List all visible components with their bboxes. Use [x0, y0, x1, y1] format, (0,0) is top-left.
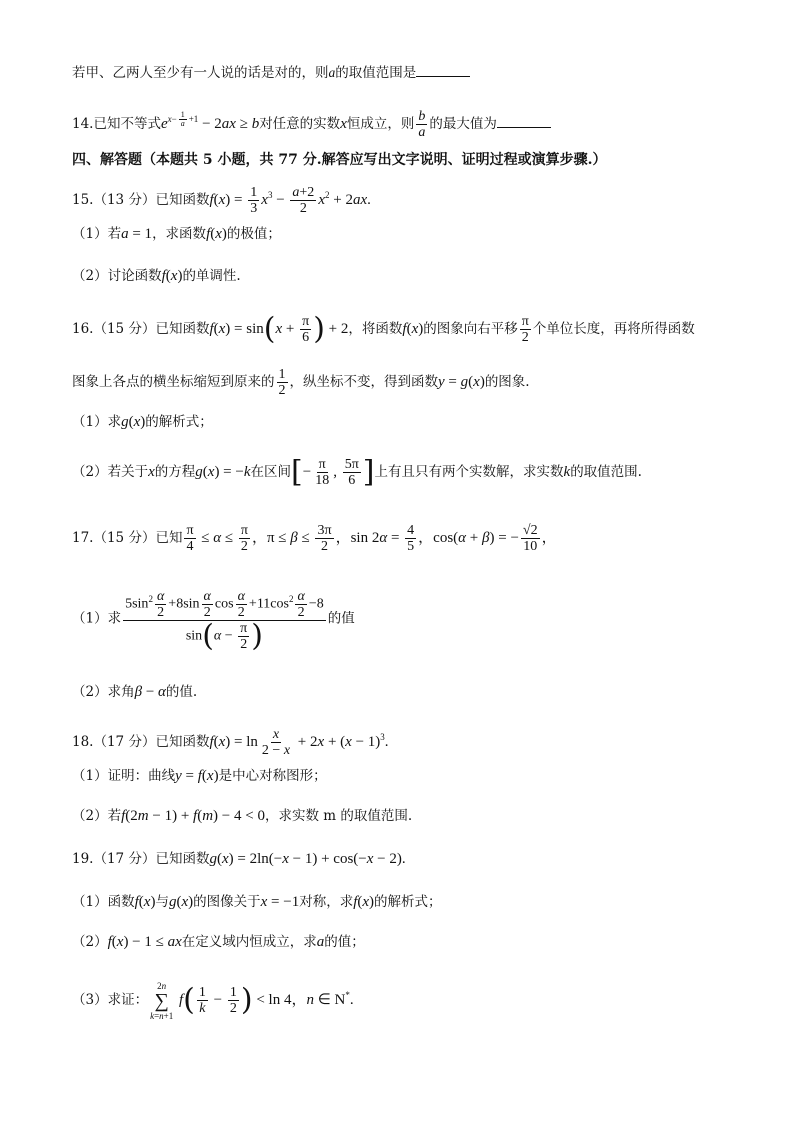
q13-var: a — [328, 65, 336, 80]
q18-part1: （1）证明：曲线y = f(x)是中心对称图形； — [72, 768, 327, 784]
section-heading: 四、解答题（本题共 5 小题，共 77 分.解答应写出文字说明、证明过程或演算步骤.） — [72, 152, 607, 168]
q14-formula: $e^{x- \frac{1}{a} +1} - 2ax \ge b$ — [160, 110, 260, 132]
q15-part2: （2）讨论函数f(x)的单调性. — [72, 268, 241, 284]
q13-answer-blank — [416, 64, 470, 77]
q16-line2: 图象上各点的横坐标缩短到原来的 $\frac{1}{2}$ ，纵坐标不变，得到函数y = g(x)的图象. — [72, 367, 530, 398]
q14-answer-blank — [497, 115, 551, 128]
q15-part1: （1）若a = 1，求函数f(x)的极值； — [72, 226, 281, 242]
q16-head: 16.（15 分）已知函数f(x) = sin(x + $\frac{\pi}{6}$ ) + 2，将函数f(x)的图象向右平移 $\frac{\pi}{2}$ 个单位长度，再将所得函数 — [72, 311, 695, 347]
q19-head: 19.（17 分）已知函数g(x) = 2ln(−x − 1) + cos(−x − 2). — [72, 851, 406, 867]
q19-part3: （3）求证： 2n ∑ k=n+1 f( $\frac{1}{k}$ − $\frac{1}{2}$ ) < ln 4，n ∈ N*. — [72, 980, 354, 1021]
q14-line — [72, 105, 551, 140]
q18-part2: （2）若f(2m − 1) + f(m) − 4 < 0，求实数 m 的取值范围. — [72, 808, 413, 824]
q16-part2: （2）若关于x的方程g(x) = −k在区间[− $\frac{\pi}{18}$ , $\frac{5\pi}{6}$ ]上有且只有两个实数解，求实数k的取值范围. — [72, 454, 642, 490]
q19-part2: （2）f(x) − 1 ≤ ax在定义域内恒成立，求a的值； — [72, 934, 365, 950]
q17-part2: （2）求角β − α的值. — [72, 684, 198, 700]
q14-mid2: 恒成立，则 — [346, 116, 415, 132]
q13-text: 若甲、乙两人至少有一人说的话是对的，则 — [72, 65, 329, 81]
q14-frac: $\frac{b}{a}$ — [418, 109, 426, 140]
q15-head: 15.（13 分）已知函数f(x) = $\frac{1}{3}$ $x^3$ − $\frac{a+2}{2}$ $x^2 + 2ax$. — [72, 185, 371, 217]
q19-part1: （1）函数f(x)与g(x)的图像关于x = −1对称，求f(x)的解析式； — [72, 894, 442, 910]
q16-part1: （1）求g(x)的解析式； — [72, 414, 213, 430]
q15-formula: f(x) = $\frac{1}{3}$ $x^3$ − $\frac{a+2}{2}$ $x^2 + 2ax$. — [209, 185, 371, 217]
q13-tail-line — [72, 63, 470, 83]
q14-num: 14.已知不等式 — [72, 116, 161, 132]
q13-text2: 的取值范围是 — [335, 65, 417, 81]
q14-x: x — [340, 116, 347, 132]
q17-part1: （1）求 $5\sin^2$ $\frac{\alpha}{2}$ +8sin $\frac{\alpha}{2}$ cos $\frac{\alpha}{2}$ $+11\cos^2$ $\frac{\alpha}{2}$ −8 sin(α − $\frac{\pi}{2}$ ) 的值 — [72, 586, 355, 652]
q14-mid: 对任意的实数 — [259, 116, 341, 132]
q18-head: 18.（17 分）已知函数f(x) = ln $\frac{x}{2 - x}$ + $2x + (x - 1)^3$. — [72, 727, 389, 759]
q14-end: 的最大值为 — [429, 116, 497, 132]
q17-head: 17.（15 分）已知 $\frac{\pi}{4}$ ≤ α ≤ $\frac{\pi}{2}$ ，π ≤ β ≤ $\frac{3\pi}{2}$ ，sin 2α = $\frac{4}{5}$ ，cos(α + β) = − $\frac{√2}{10}$ ， — [72, 523, 557, 555]
